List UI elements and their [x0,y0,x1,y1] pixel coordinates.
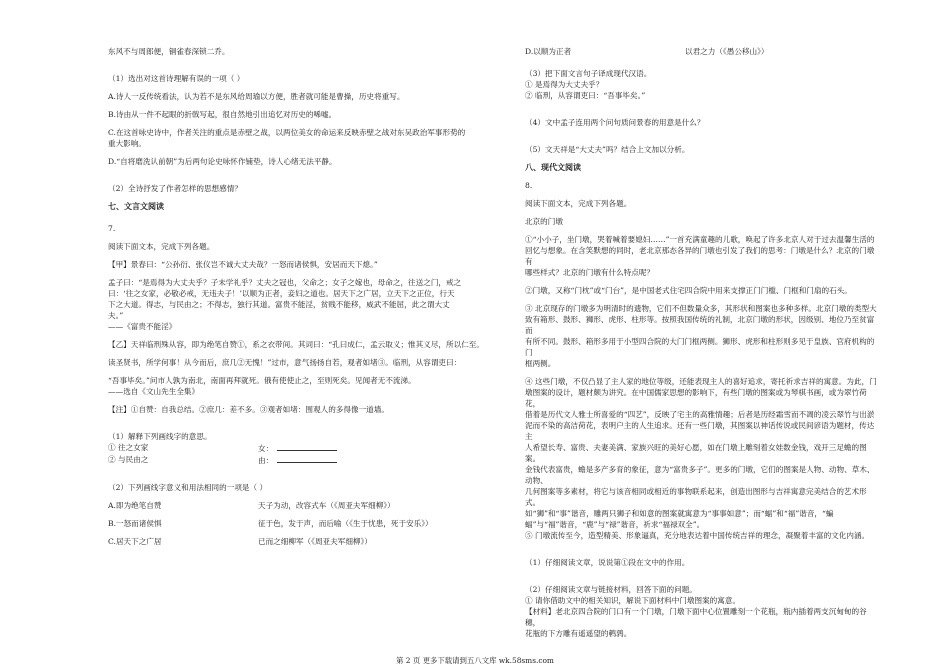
left-column [108,46,504,547]
para-4-line: 几何图案等多素材，将它与该音相同或相近的事物联系起来，创造出图形与吉祥寓意完美结合的艺术形式。 [525,487,867,507]
option-b-right: 征于色，发于声，而后喻（《生于忧患，死于安乐》） [258,519,433,528]
para-3-line: 致有箱形、鼓形、狮形、虎形、柱形等。按照我国传统的礼制，北京门墩的形状，因级别、地位乃至贫富而 [525,315,875,335]
question-translate: （3）把下面文言句子译成现代汉语。 [525,69,652,78]
para-4-line: 蝠”与“福”谐音，“鹿”与“禄”谐音，祈求“福禄双全”。 [525,520,705,529]
option-b-left: B.一怒而诸侯惧 [108,519,162,528]
option-row-d [525,46,881,57]
para-2-line: ②门墩，又称“门枕”或“门台”，是中国老式住宅四合院中用来支撑正门门槛、门框和门扇的石头。 [525,286,852,295]
word-key: 女： [258,444,274,453]
question-3: （1）解释下列画线字的意思。 [108,432,212,441]
para-4-line: 如“狮”和“事”谐音，雕两只狮子和如意的图案就寓意为“事事如意”；而“蝠”和“福”谐音，“蝙 [525,509,834,518]
question-2: （2）全诗抒发了作者怎样的思想感情？ [108,184,242,193]
text-jia-body-3: 下之大道。得志，与民由之；不得志，独行其道。富贵不能淫，贫贱不能移，威武不能屈，此之谓大丈 [108,300,450,309]
option-c-left: C.居天下之广居 [108,537,162,546]
text-jia-body-1: 孟子曰：“是焉得为大丈夫乎？子未学礼乎？丈夫之冠也，父命之；女子之嫁也，母命之，往送之门，戒之 [108,278,462,287]
instruction: 阅读下面文本，完成下列各题。 [525,199,632,208]
translate-item-1: ① 是焉得为大丈夫乎？ [525,80,604,89]
translate-item-2: ② 临刑，从容谓吏曰：“吾事毕矣。” [525,91,646,100]
option-row-a [108,500,504,511]
question-analysis: （5）文天祥是“大丈夫”吗？结合上文加以分析。 [525,145,690,154]
question-number: 8. [525,181,533,190]
text-jia-body-4: 夫。” [108,311,124,320]
text-yi: 【乙】天祥临刑殊从容，即为绝笔自赞①，系之衣带间。其词曰：“孔曰成仁，孟云取义；惟其义尽，所以仁至。 [108,340,484,349]
option-d: D.“自将磨洗认前朝”为后两句论史咏怀作铺垫，诗人心绪无法平静。 [108,157,337,166]
para-1-line: 回忆与想象。在含笑默想的同时，老北京那态各异的门墩也引发了我们的思考：门墩是什么？北京的门墩有 [525,246,875,266]
page-footer: 第 2 页 更多下载请到五八文库 wk.58sms.com [396,656,554,665]
para-4-line: ④ 这些门墩，不仅凸显了主人家的地位等级，还能表现主人的喜好追求，寄托祈求吉祥的寓意。为此，门 [525,377,877,386]
option-c-cont: 重大影响。 [108,139,146,148]
poem-line: 东风不与周郎便，铜雀春深锁二乔。 [108,47,230,56]
section-heading-modern: 八、现代文阅读 [525,162,581,172]
word-phrase: ① 往之女家 [108,443,149,452]
word-row-1 [108,442,504,454]
source-yi: ——选自《文山先生全集》 [108,387,200,396]
material-line: 花瓶的下方雕有遥遥望的鹌鹑。 [525,629,632,638]
para-1-line: 哪些样式？北京的门墩有什么特点呢？ [525,268,655,277]
question-intent: （4）文中孟子连用两个问句质问景春的用意是什么？ [525,118,705,127]
option-d-left: D.以顺为正者 [525,47,572,56]
question-number: 7. [108,224,116,233]
para-4-line: 借着是历代文人雅士所喜爱的“四艺”，反映了宅主的高雅情趣；后者是历经霜雪而不凋的凌云翠竹与出淤 [525,410,875,419]
word-phrase: ② 与民由之 [108,455,149,464]
option-a-right: 天子为动，改容式车（《周亚夫军细柳》） [258,501,395,510]
option-c-right: 已而之细柳军（《周亚夫军细柳》） [258,537,372,546]
option-row-c [108,536,504,547]
annotation: 【注】①自赞：自我总结。②庶几：差不多。③观者如堵：围观人的多得像一道墙。 [108,405,389,414]
text-jia: 【甲】景春曰：“公孙衍、张仪岂不诚大丈夫哉？一怒而诸侯惧，安居而天下熄。” [108,260,378,269]
section-heading-classical: 七、文言文阅读 [108,201,164,211]
para-3-line: ③ 北京现存的门墩多为明清时的遗物，它们不但数量众多，其形状和图案也多种多样。北京门墩的类型大 [525,304,877,313]
article-title: 北京的门墩 [525,217,563,226]
question-1: （1）选出对这首诗理解有误的一项（ ） [108,74,245,83]
question-4: （2）下列画线字意义和用法相同的一项是（ ） [108,483,268,492]
text-jia-body-2: 曰：‘往之女家，必敬必戒，无违夫子！’以顺为正者，妾妇之道也。居天下之广居，立天下之正位，行天 [108,289,455,298]
modern-question-2-item: ① 请你借助文中的相关知识，解说下面材料中门墩图案的寓意。 [525,596,741,605]
instruction: 阅读下面文本，完成下列各题。 [108,242,215,251]
text-yi-body-1: 读圣贤书，所学何事！从今而后，庶几②无愧！”过市，意气扬扬自若，观者如堵③。临刑，从容谓吏曰： [108,358,462,367]
right-column [525,46,881,639]
para-4-line: 人希望长寿、富贵、夫妻美满、家族兴旺的美好心愿，如在门墩上雕刻着女娃数金钱，戏开三足蟾的图案。 [525,443,867,463]
para-4-line: 墩图案的设计，题材颇为讲究。在中国儒家思想的影响下，有些门墩的图案或为琴棋书画，或为翠竹荷花， [525,388,867,408]
option-b: B.诗由从一件不起眼的折戟写起，很自然地引出追忆对历史的唏嘘。 [108,110,337,119]
text-yi-body-2: “吾事毕矣。”问市人孰为南北，南面再拜就死。俄有使使止之，至则死矣。见闻者无不流涕。 [108,376,416,385]
para-3-line: 框两侧。 [525,359,556,368]
answer-blank[interactable] [277,442,337,451]
para-4-line: 金钱代表富贵，蟾是多产多育的象征，意为“富贵多子”。更多的门墩，它们的图案是人物、动物、草木、动物、 [525,465,875,485]
material-line: 【材料】老北京四合院的门口有一个门墩，门墩下面中心位置雕刻一个花瓶，瓶内插着两支沉甸甸的谷穗， [525,607,867,627]
answer-blank[interactable] [277,454,337,463]
para-5-line: ⑤ 门墩流传至今，造型精美、形象逼真，充分地表达着中国传统吉祥的理念，凝聚着丰富的文化内涵。 [525,531,870,540]
word-row-2 [108,454,504,466]
para-3-line: 有所不同。鼓形、箱形多用于小型四合院的大门门框两侧。狮形、虎形和柱形则多见于皇族、官府机构的门 [525,337,875,357]
option-d-right: 以君之力（《愚公移山》） [685,47,769,56]
option-a: A.诗人一反传统看法，认为若不是东风给周瑜以方便，胜者就可能是曹操，历史将重写。 [108,92,405,101]
option-row-b [108,518,504,529]
modern-question-1: （1）仔细阅读文章，说说第①段在文中的作用。 [525,558,690,567]
modern-question-2: （2）仔细阅读文章与链接材料，回答下面的问题。 [525,585,697,594]
option-c: C.在这首咏史诗中，作者关注的重点是赤壁之战，以两位美女的命运来反映赤壁之战对东吴政治军事形势的 [108,128,466,137]
para-1-line: ①“小小子，坐门墩，哭着喊着要媳妇……”一首充满童趣的儿歌，唤起了许多北京人对于过去温馨生活的 [525,235,875,244]
source-jia: ——《富贵不能淫》 [108,322,177,331]
para-4-line: 泥而不染的高洁荷花，表明户主的人生追求。还有一些门墩，其图案以神话传说或民间谚语为题材，传达主 [525,421,875,441]
option-a-left: A.即为绝笔自赞 [108,501,162,510]
word-key: 由： [258,456,274,465]
